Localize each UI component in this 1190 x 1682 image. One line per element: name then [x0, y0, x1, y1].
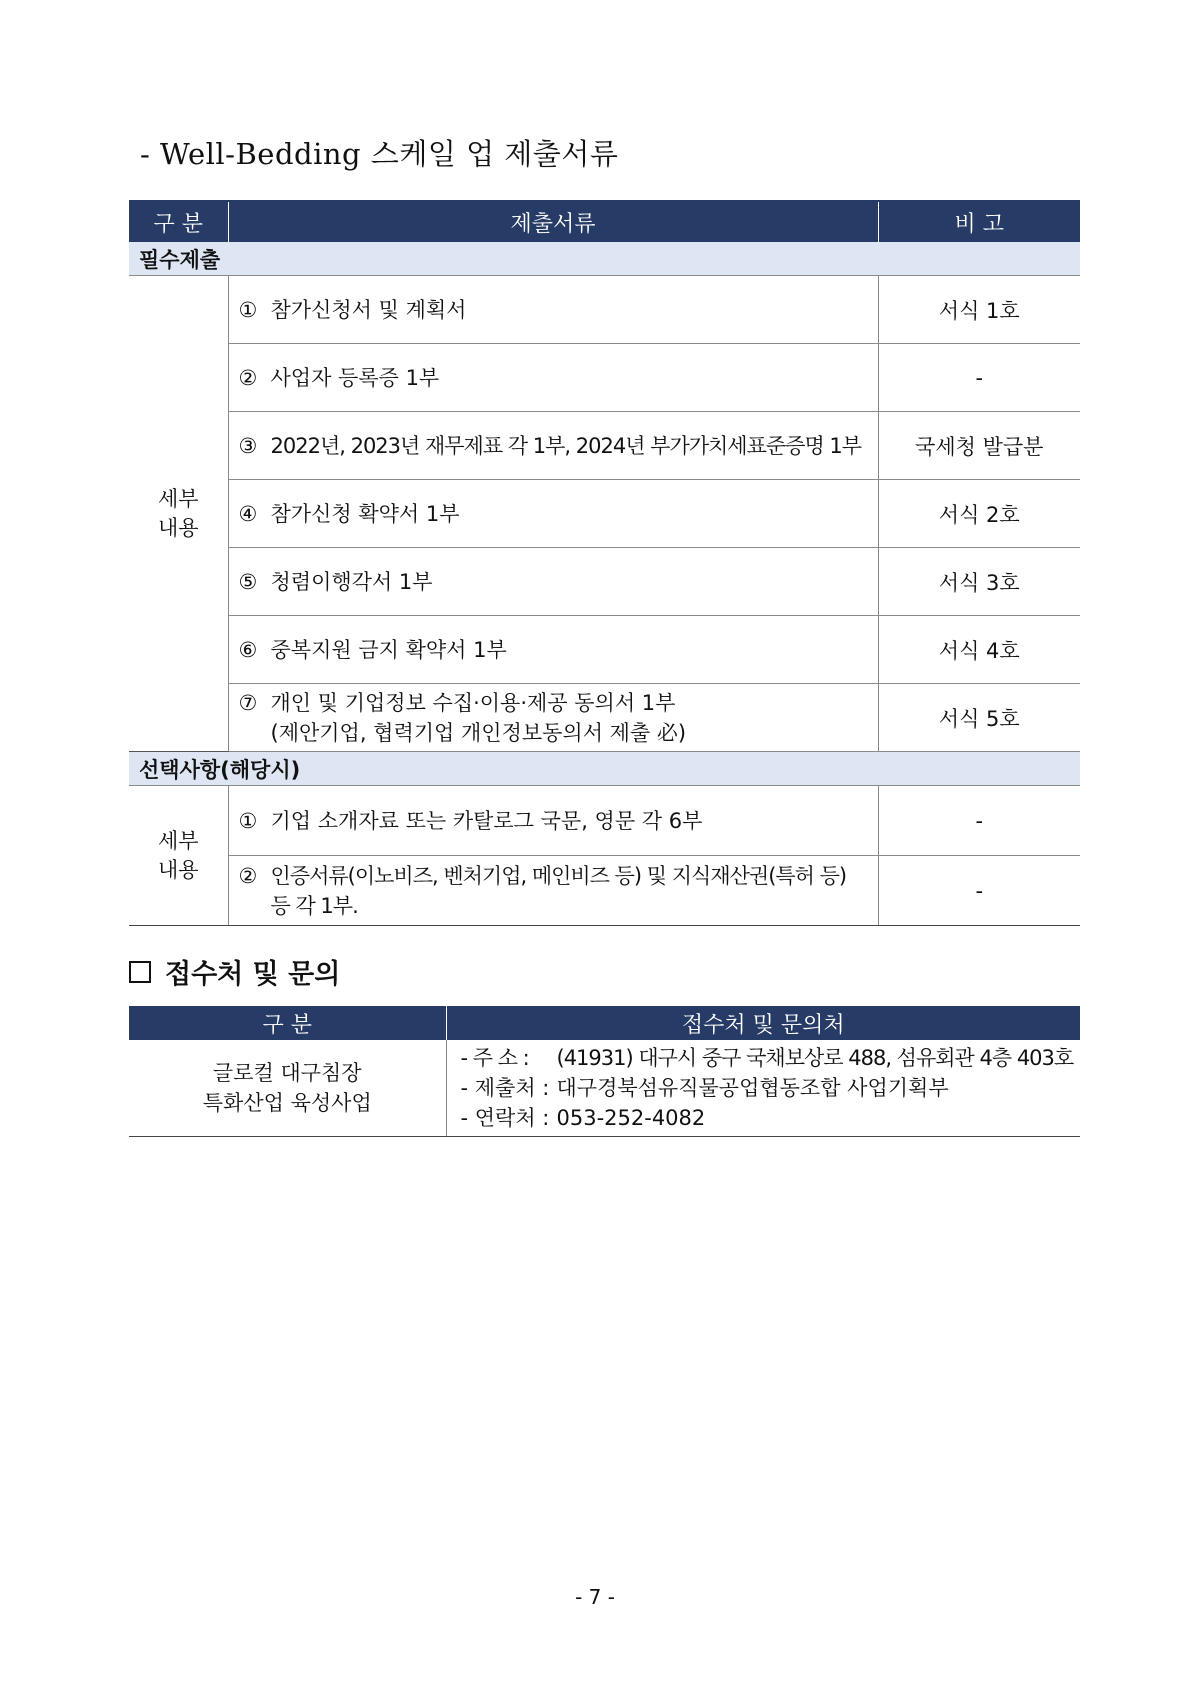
document-cell: ⑦ 개인 및 기업정보 수집·이용·제공 동의서 1부 (제안기업, 협력기업 개인정보동의서 제출 必) [228, 684, 878, 752]
contact-table [129, 1006, 1080, 1137]
table-row [129, 684, 1080, 752]
table-row [129, 1040, 1080, 1137]
table-row [129, 412, 1080, 480]
table-header-row [129, 201, 1080, 242]
square-bullet-icon [129, 961, 151, 983]
note-cell: 서식 5호 [878, 684, 1080, 752]
note-cell: - [878, 344, 1080, 412]
note-cell: 서식 2호 [878, 480, 1080, 548]
group-label: 필수제출 [129, 242, 1080, 276]
note-cell: 국세청 발급분 [878, 412, 1080, 480]
table-row [129, 786, 1080, 856]
submission-line: - 제출처 : 대구경북섬유직물공업협동조합 사업기획부 [460, 1076, 949, 1100]
header-note: 비 고 [878, 201, 1080, 242]
note-cell: - [878, 856, 1080, 926]
note-cell: 서식 4호 [878, 616, 1080, 684]
document-cell: ⑥ 중복지원 금지 확약서 1부 [228, 616, 878, 684]
phone-line: - 연락처 : 053-252-4082 [460, 1106, 706, 1130]
table-row [129, 276, 1080, 344]
submission-documents-table [129, 200, 1080, 926]
table-header-row [129, 1006, 1080, 1040]
table-row [129, 344, 1080, 412]
header-documents: 제출서류 [228, 201, 878, 242]
group-row-required [129, 242, 1080, 276]
note-cell: - [878, 786, 1080, 856]
document-cell: ① 참가신청서 및 계획서 [228, 276, 878, 344]
section-title: - Well-Bedding 스케일 업 제출서류 [140, 137, 619, 171]
note-cell: 서식 3호 [878, 548, 1080, 616]
group-label: 선택사항(해당시) [129, 752, 1080, 786]
document-cell: ② 사업자 등록증 1부 [228, 344, 878, 412]
contact-info-cell [446, 1040, 1080, 1137]
contact-heading: 접수처 및 문의 [129, 952, 340, 991]
header-category: 구 분 [129, 1006, 446, 1040]
document-cell: ④ 참가신청 확약서 1부 [228, 480, 878, 548]
address-line: - 주 소 : (41931) 대구시 중구 국채보상로 488, 섬유회관 4층 403호 [460, 1046, 1074, 1070]
document-cell: ① 기업 소개자료 또는 카탈로그 국문, 영문 각 6부 [228, 786, 878, 856]
document-cell: ③ 2022년, 2023년 재무제표 각 1부, 2024년 부가가치세표준증명 1부 [228, 412, 878, 480]
table-row [129, 480, 1080, 548]
program-name-cell: 글로컬 대구침장 특화산업 육성사업 [129, 1040, 446, 1137]
page-number: - 7 - [575, 1585, 615, 1609]
group-row-optional [129, 752, 1080, 786]
document-cell: ⑤ 청렴이행각서 1부 [228, 548, 878, 616]
header-category: 구 분 [129, 201, 228, 242]
table-row [129, 856, 1080, 926]
row-label: 세부 내용 [129, 786, 228, 926]
document-cell: ② 인증서류(이노비즈, 벤처기업, 메인비즈 등) 및 지식재산권(특허 등) 등 각 1부. [228, 856, 878, 926]
row-label: 세부 내용 [129, 276, 228, 752]
table-row [129, 548, 1080, 616]
header-contact: 접수처 및 문의처 [446, 1006, 1080, 1040]
note-cell: 서식 1호 [878, 276, 1080, 344]
table-row [129, 616, 1080, 684]
